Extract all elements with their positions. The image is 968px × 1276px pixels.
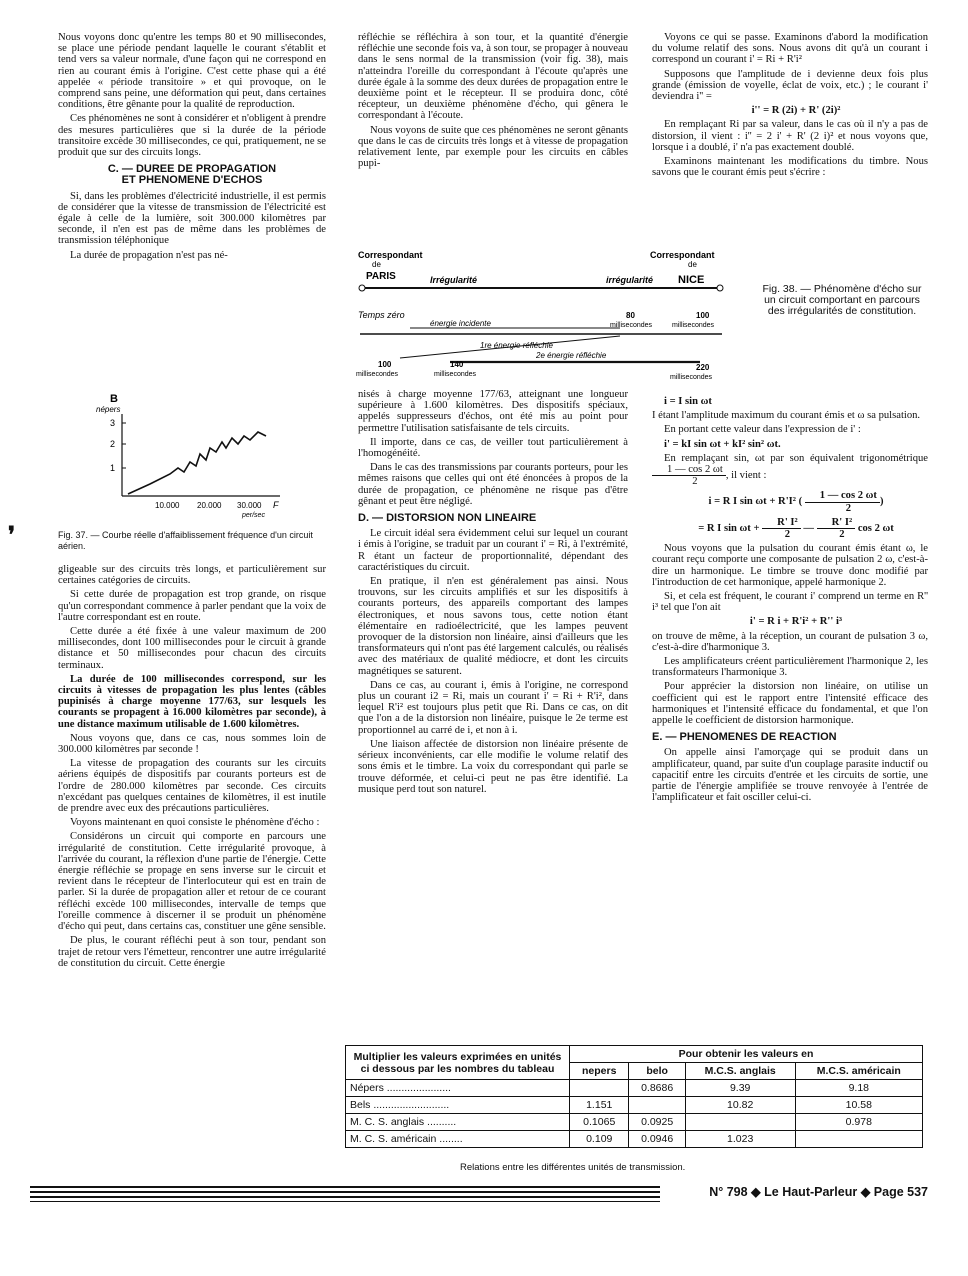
section-heading-e: E. — PHENOMENES DE REACTION [652, 731, 837, 744]
nice-label: NICE [678, 274, 705, 286]
t80-unit: millisecondes [610, 322, 653, 329]
paragraph: La durée de propagation n'est pas né- [70, 249, 228, 261]
formula: i' = kI sin ωt + kI² sin² ωt. [664, 438, 781, 450]
formula-part: cos 2 ωt [857, 522, 894, 534]
paragraph: Les amplificateurs créent particulièrement l'harmonique 2, les transformateurs l'harmonique 3. [652, 656, 928, 679]
fraction-denominator: 2 [839, 529, 845, 541]
paragraph: gligeable sur des circuits très longs, et particulièrement sur certaines catégories de circuits. [58, 564, 326, 587]
energie-reflechie-1-label: 1re énergie réfléchie [480, 341, 553, 350]
table-cell [795, 1131, 922, 1148]
table-cell: 0.0946 [629, 1131, 685, 1148]
t140-unit: millisecondes [434, 371, 477, 378]
x-unit-f: F [273, 500, 279, 510]
row-label: Bels .......................... [346, 1097, 570, 1114]
t220-unit: millisecondes [670, 374, 713, 381]
heading-line: C. — DUREE DE PROPAGATION [107, 163, 277, 176]
fraction-denominator: 2 [845, 502, 852, 514]
paragraph: Si cette durée de propagation est trop grande, on risque qu'un correspondant commence à parler pendant que la voix de l'autre correspondant est en route. [58, 589, 326, 623]
y-tick-label: 2 [110, 439, 116, 449]
fraction [652, 464, 726, 487]
figure-38-caption: Fig. 38. — Phénomène d'écho sur un circuit comportant en parcours des irrégularités de constitution. [762, 283, 922, 317]
table-cell: 0.978 [795, 1114, 922, 1131]
temps-zero-label: Temps zéro [358, 310, 405, 320]
column-1-top [58, 32, 326, 264]
fraction-denominator: 2 [692, 476, 698, 488]
paris-label: PARIS [366, 271, 396, 282]
paragraph: on trouve de même, à la réception, un courant de pulsation 3 ω, c'est-à-dire d'harmonique 3. [652, 630, 928, 653]
t220-label: 220 [696, 363, 710, 372]
footer-text: N° 798 ◆ Le Haut-Parleur ◆ Page 537 [709, 1185, 928, 1199]
figure-37-caption: Fig. 37. — Courbe réelle d'affaiblissement fréquence d'un circuit aérien. [58, 530, 313, 551]
paragraph: Une liaison affectée de distorsion non linéaire présente de sérieux inconvénients, car elle modifie le volume relatif des sons émis et le timbre. La voix du correspondant qui parle se trouve déformée, et celui-ci peut ne pas être identifié. La musique perd tout son naturel. [358, 738, 628, 795]
row-label: M. C. S. anglais .......... [346, 1114, 570, 1131]
formula-part: ) [879, 496, 884, 508]
y-axis-label: B [110, 393, 118, 405]
table-corner-cell: Multiplier les valeurs exprimées en unités ci dessous par les nombres du tableau [346, 1046, 570, 1080]
energie-reflechie-2-label: 2e énergie réfléchie [536, 351, 607, 360]
paragraph: Cette durée a été fixée à une valeur maximum de 200 millisecondes, dont 100 millisecondes pour le circuit à grande distance et 50 millisecondes pour chacun des circuits terminaux. [58, 626, 326, 671]
table-cell: 0.109 [570, 1131, 629, 1148]
paragraph: nisés à charge moyenne 177/63, atteignant une longueur supérieure à 1.600 kilomètres. Des dispositifs spéciaux, appelés suppresseurs d'échos, ont été mis au point pour permettre l'utilisation satisfaisante de tels circuits. [358, 389, 628, 434]
paragraph: Le circuit idéal sera évidemment celui sur lequel un courant i émis à l'origine, se traduit par un courant i' = Ri, à l'extrémité, R étant un facteur de proportionnalité, dépendant des caractéristiques du circuit. [358, 528, 628, 573]
table-header-row [346, 1046, 923, 1063]
margin-mark: ❜ [8, 522, 16, 547]
irregularity-1-label: Irrégularité [430, 275, 478, 285]
paragraph: En pratique, il n'en est généralement pas ainsi. Nous trouvons, sur les circuits amplifiés et sur les dispositifs à courants porteurs, des appareils comportant des lampes électroniques, et nous savons tous, cette notion étant élémentaire en radioélectricité, que les lampes peuvent provoquer de la distorsion non linéaire, ainsi d'ailleurs que les transformateurs qui n'ont pas été largement calculés, ou réalisés avec des matériaux de qualité médiocre, et dont les circuits magnétiques se saturent. [358, 576, 628, 677]
t80-label: 80 [626, 311, 635, 320]
nice-node [717, 285, 723, 291]
table-cell: 1.151 [570, 1097, 629, 1114]
fraction-numerator: R' I² [817, 517, 856, 529]
row-label: M. C. S. américain ........ [346, 1131, 570, 1148]
t100b-label: 100 [378, 360, 392, 369]
fraction [817, 517, 856, 540]
t100a-unit: millisecondes [672, 322, 715, 329]
formula-part: = R I sin ωt + [698, 522, 760, 534]
units-conversion-table [345, 1045, 923, 1148]
paragraph: Nous voyons donc qu'entre les temps 80 et 90 millisecondes, se place une période pendant laquelle le courant s'établit et tend vers sa valeur normale, d'une façon qui ne correspond en rien au courant émis à l'origine. C'est cette phase qui a été appelée « période transitoire » et qui provoque, on le comprend sans peine, une déformation qui peut, dans certaines conditions, être gênante pour la qualité de reproduction. [58, 32, 326, 111]
paragraph: Voyons maintenant en quoi consiste le phénomène d'écho : [70, 817, 320, 829]
y-tick-label: 3 [110, 418, 116, 428]
paragraph: Supposons que l'amplitude de i devienne deux fois plus grande (émission de voyelle, éclat de voix, etc.) ; le courant i' deviendra i'' = [652, 68, 928, 103]
x-unit: per/sec [242, 512, 265, 519]
fraction-numerator: 1 — cos 2 ωt [805, 490, 880, 502]
paragraph: La durée de 100 millisecondes correspond, sur les circuits à vitesses de propagation les plus lentes (câbles pupinisés à charge moyenne 177/63, sur lesquels les courants se propagent à 16.000 kilomètres par seconde), à une distance maximum utilisable de 1.600 kilomètres. [58, 673, 326, 730]
x-tick-label: 10.000 [155, 501, 180, 510]
paragraph: La vitesse de propagation des courants sur les circuits aériens équipés de dispositifs par courants porteurs est de l'ordre de 280.000 kilomètres par seconde. Ces circuits n'excédant pas quelques centaines de kilomètres, il est inutile de prendre avec eux des précautions particulières. [58, 758, 326, 815]
column-2-bottom [358, 389, 628, 798]
fraction-numerator: R' I² [762, 517, 801, 529]
paragraph: De plus, le courant réfléchi peut à son tour, pendant son trajet de retour vers l'émetteur, rencontrer une autre irrégularité de constitution du circuit. Cette énergie [58, 935, 326, 969]
table-cell: 9.39 [685, 1080, 795, 1097]
paragraph: Pour apprécier la distorsion non linéaire, on utilise un coefficient qui est le rapport entre l'intensité efficace des harmoniques et l'intensité efficace du fondamental, et que l'on appelle le coefficient de distorsion harmonique. [652, 681, 928, 727]
corr-left-label: Correspondant [358, 250, 423, 260]
column-1-bottom [58, 564, 326, 972]
paragraph: Nous voyons que, dans ce cas, nous sommes loin de 300.000 kilomètres par seconde ! [58, 732, 326, 756]
t100a-label: 100 [696, 311, 710, 320]
de-left-label: de [372, 260, 381, 269]
paragraph: On appelle ainsi l'amorçage qui se produit dans un amplificateur, quand, par suite d'un couplage parasite inductif ou capacitif entre les circuits d'entrée et les circuits de sortie, une partie de l'énergie amplifiée se trouve renvoyée à l'entrée de l'amplificateur et fait osciller celui-ci. [652, 747, 928, 804]
table-group-header: Pour obtenir les valeurs en [570, 1046, 923, 1063]
paragraph: Examinons maintenant les modifications du timbre. Nous savons que le courant émis peut s'écrire : [652, 156, 928, 179]
paragraph [652, 453, 928, 488]
table-cell: 0.1065 [570, 1114, 629, 1131]
t100b-unit: millisecondes [356, 371, 399, 378]
de-right-label: de [688, 260, 697, 269]
paragraph: En portant cette valeur dans l'expression de i' : [664, 424, 861, 436]
irregularity-2-label: irrégularité [606, 275, 654, 285]
table-cell [570, 1080, 629, 1097]
table-cell: 0.8686 [629, 1080, 685, 1097]
page-footer [30, 1182, 928, 1208]
paragraph: Il importe, dans ce cas, de veiller tout particulièrement à l'homogénéité. [358, 436, 628, 460]
paris-node [359, 285, 365, 291]
row-label: Népers ...................... [346, 1080, 570, 1097]
formula: = R I sin ωt + $\frac{\text{R' I²}}{2}$ — $\frac{\text{R' I²}}{2}$ cos 2 ωt [698, 516, 894, 541]
x-tick-label: 20.000 [197, 501, 222, 510]
table-cell [685, 1114, 795, 1131]
table-cell [629, 1097, 685, 1114]
table-row [346, 1097, 923, 1114]
section-heading-c [58, 164, 326, 186]
table-row [346, 1131, 923, 1148]
figure-38-diagram [350, 248, 750, 386]
text-run: , il vient : [725, 470, 767, 482]
column-header: nepers [570, 1063, 629, 1080]
heading-line: ET PHENOMENE D'ECHOS [121, 174, 263, 187]
attenuation-curve [128, 432, 266, 494]
paragraph: Considérons un circuit qui comporte en parcours une irrégularité de constitution. Cette irrégularité provoque, à l'arrivée du courant, la réflexion d'une partie de l'énergie. Cette énergie réfléchie se propage en sens inverse sur le circuit et revient dans le récepteur de l'interlocuteur qui est en train de parler. Si la durée de propagation aller et retour de ce courant réfléchi excède 100 millisecondes, intervalle de temps que l'oreille commence à discerner il se produit un phénomène d'écho qui peut, dans certains cas, constituer une gêne sensible. [58, 831, 326, 933]
section-heading-d: D. — DISTORSION NON LINEAIRE [358, 512, 537, 525]
table-row [346, 1080, 923, 1097]
column-header: M.C.S. anglais [685, 1063, 795, 1080]
footer-rules [30, 1186, 660, 1202]
paragraph: Nous voyons de suite que ces phénomènes ne seront gênants que dans le cas de circuits très longs et à vitesse de propagation relativement lente, par exemple pour les circuits en câbles pupi- [358, 124, 628, 170]
text-run: En remplaçant sin, ωt par son équivalent trigonométrique [664, 452, 928, 464]
corr-right-label: Correspondant [650, 250, 715, 260]
energie-incidente-label: énergie incidente [430, 319, 491, 328]
formula: i = I sin ωt [664, 396, 712, 407]
paragraph: Nous voyons que la pulsation du courant émis étant ω, le courant reçu comporte une composante de pulsation 2 ω, c'est-à-dire un harmonique. Le timbre se trouve donc modifié par l'introduction de cet harmonique, appelé harmonique 2. [652, 543, 928, 588]
formula [652, 490, 928, 513]
fraction [762, 517, 801, 540]
paragraph: réfléchie se réfléchira à son tour, et la quantité d'énergie réfléchie une seconde fois va, à son tour, se propager à nouveau dans le sens normal de la transmission (voir fig. 38), mais n'atteindra l'oreille du correspondant à l'écoute qu'après une durée égale à la somme des deux durées de propagation entre le deuxième point et le récepteur. Il se produira donc, côté récepteur, un deuxième phénomène d'écho, qui gênera le correspondant à l'écoute. [358, 32, 628, 122]
y-axis-unit: népers [96, 405, 121, 414]
t140-label: 140 [450, 360, 464, 369]
paragraph: Dans ce cas, au courant i, émis à l'origine, ne correspond plus un courant i2 = Ri, mais un courant i' = Ri + R'i², dans lequel R'i² est toujours plus petit que Ri. Dans ce cas, on dit que l'on a de la distorsion non linéaire, puisque le 2e terme est proportionnel au carré de i, et non à i. [358, 679, 628, 736]
table-cell: 10.58 [795, 1097, 922, 1114]
table-cell: 9.18 [795, 1080, 922, 1097]
column-3-bottom [652, 396, 928, 807]
table-cell: 1.023 [685, 1131, 795, 1148]
column-2-top [358, 32, 628, 172]
y-tick-label: 1 [110, 463, 116, 473]
table-row [346, 1114, 923, 1131]
fraction-numerator: 1 — cos 2 ωt [652, 464, 726, 476]
column-header: M.C.S. américain [795, 1063, 922, 1080]
paragraph: Ces phénomènes ne sont à considérer et n'obligent à prendre des mesures particulières que si la durée de la période transitoire excède 30 millisecondes, ce qui, pratiquement, ne se produit que sur des circuits longs. [58, 113, 326, 159]
paragraph: I étant l'amplitude maximum du courant émis et ω sa pulsation. [652, 410, 921, 422]
formula-part: i = R I sin ωt + R'I² ( [708, 496, 803, 508]
paragraph: Dans le cas des transmissions par courants porteurs, pour les mêmes raisons que celles qui ont été énoncées à propos de la durée de propagation, ce phénomène ne risque pas d'être gênant et peut être négligé. [358, 462, 628, 507]
paragraph: Si, dans les problèmes d'électricité industrielle, il est permis de considérer que la vitesse de transmission de l'électricité est égale à celle de la lumière, soit 300.000 kilomètres par seconde, il n'en est pas de même dans les problèmes de transmission téléphonique [58, 190, 326, 247]
table-cell: 0.0925 [629, 1114, 685, 1131]
formula: i'' = R (2i) + R' (2i)² [751, 105, 841, 117]
paragraph: En remplaçant Ri par sa valeur, dans le cas où il n'y a pas de distorsion, il vient : i'' = 2 i' + R' (2 i)² et nous voyons que, lorsque i a doublé, i' n'a pas exactement doublé. [652, 119, 928, 153]
paragraph: Voyons ce qui se passe. Examinons d'abord la modification du volume relatif des sons. Nous avons dit qu'à un courant i correspond un courant i' = Ri + R'i² [652, 32, 928, 66]
fraction-denominator: 2 [784, 529, 791, 541]
formula: i' = R i + R'i² + R'' i³ [749, 616, 843, 628]
x-tick-label: 30.000 [237, 501, 262, 510]
table-caption: Relations entre les différentes unités de transmission. [460, 1162, 686, 1173]
table-cell: 10.82 [685, 1097, 795, 1114]
column-3-top [652, 32, 928, 181]
paragraph: Si, et cela est fréquent, le courant i' comprend un terme en R'' i³ tel que l'on ait [652, 591, 928, 614]
fraction [805, 490, 880, 513]
figure-37-chart [80, 392, 330, 522]
column-header: belo [629, 1063, 685, 1080]
